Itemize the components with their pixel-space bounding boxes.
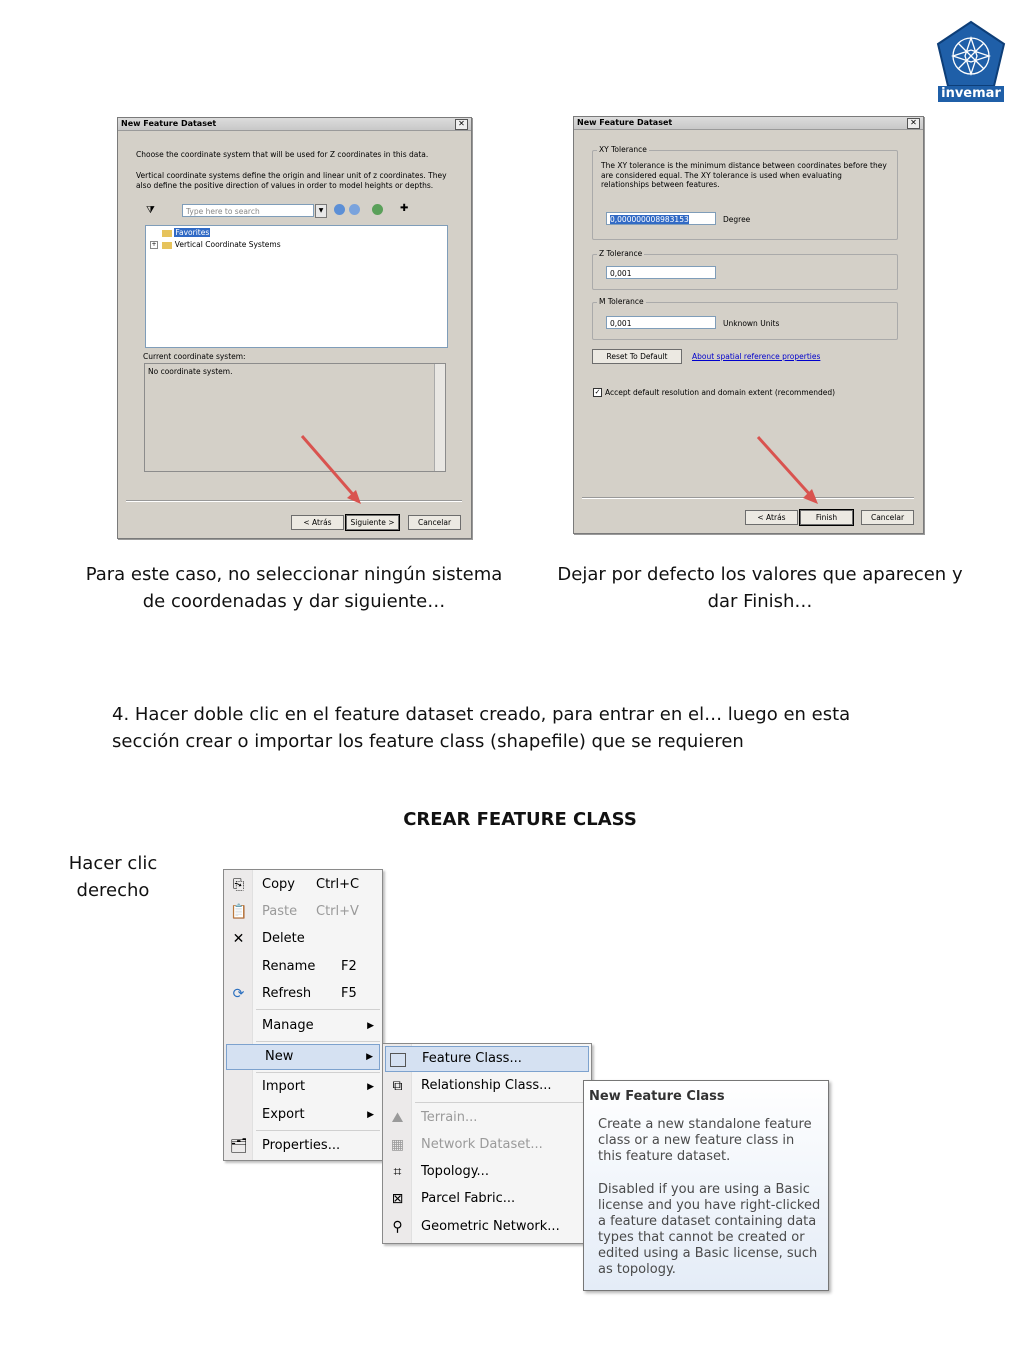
new-submenu [382, 1043, 592, 1244]
close-icon[interactable]: ✕ [455, 119, 468, 130]
folder-icon [162, 230, 172, 237]
current-system-box [144, 363, 446, 472]
menu-item-import[interactable]: Import ▶ [226, 1075, 380, 1099]
divider [582, 497, 914, 499]
menu-item-delete[interactable]: ✕ Delete [226, 927, 380, 951]
menu-item-copy[interactable]: ⎘ Copy Ctrl+C [226, 873, 380, 897]
current-system-value: No coordinate system. [148, 367, 233, 376]
menu-item-paste[interactable]: 📋 Paste Ctrl+V [230, 904, 359, 920]
dropdown-icon[interactable]: ▼ [315, 204, 327, 218]
properties-icon: 🗂 [230, 1138, 248, 1154]
context-menu [223, 869, 383, 1161]
xy-tolerance-input[interactable]: 0,000000008983153 [606, 212, 716, 225]
m-tolerance-group [592, 297, 898, 340]
menu-separator [415, 1102, 589, 1103]
paste-icon: 📋 [230, 904, 248, 920]
submenu-arrow-icon: ▶ [367, 1021, 374, 1031]
caption-left: Para este caso, no seleccionar ningún sistema de coordenadas y dar siguiente… [85, 564, 503, 612]
geometric-network-icon: ⚲ [392, 1219, 403, 1235]
menu-item-refresh[interactable]: ⟳ Refresh F5 [226, 982, 380, 1006]
filter-icon[interactable]: ⧩ [146, 205, 155, 216]
menu-item-properties[interactable]: 🗂 Properties... [230, 1138, 341, 1154]
search-input[interactable]: Type here to search [182, 204, 314, 217]
tooltip-note: Disabled if you are using a Basic license and you have right-clicked a feature dataset containing data types that cannot be created or edited using a Basic license, such as topology. [598, 1182, 821, 1277]
menu-separator [256, 1072, 380, 1073]
submenu-arrow-icon: ▶ [367, 1110, 374, 1120]
tree-item-vertical[interactable]: + Vertical Coordinate Systems [151, 240, 281, 249]
intro-text: Choose the coordinate system that will be used for Z coordinates in this data. [136, 150, 429, 159]
expand-icon[interactable]: + [151, 241, 157, 248]
accept-default-label: Accept default resolution and domain extent (recommended) [605, 388, 836, 397]
submenu-arrow-icon: ▶ [366, 1052, 373, 1062]
divider [126, 500, 462, 502]
reset-to-default-button[interactable]: Reset To Default [592, 349, 682, 364]
next-button[interactable]: Siguiente > [346, 515, 399, 530]
delete-icon: ✕ [232, 931, 245, 947]
dialog-title: New Feature Dataset [577, 118, 673, 127]
menu-item-export[interactable]: Export ▶ [226, 1103, 380, 1127]
caption-right: Dejar por defecto los valores que aparecen y dar Finish… [557, 564, 963, 612]
network-dataset-icon: ▦ [390, 1137, 405, 1153]
m-tolerance-label: M Tolerance [599, 297, 644, 306]
logo [934, 20, 1008, 104]
cancel-button[interactable]: Cancelar [408, 515, 461, 530]
copy-icon: ⎘ [232, 877, 245, 893]
search-icon[interactable] [334, 204, 345, 215]
folder-icon [162, 242, 172, 249]
menu-separator [256, 1041, 380, 1042]
submenu-item-topology[interactable]: ⌗ Topology... [385, 1160, 589, 1184]
zoom-icon[interactable] [349, 204, 360, 215]
accept-default-checkbox[interactable]: ✓ [594, 388, 601, 396]
step-4-instructions: 4. Hacer doble clic en el feature dataset creado, para entrar en el… luego en esta sección crear o importar los feature class (shapefile) que se requieren [112, 704, 851, 752]
globe-icon[interactable] [372, 204, 383, 215]
scrollbar[interactable] [434, 364, 445, 471]
logo-text: invemar [938, 86, 1004, 102]
back-button[interactable]: < Atrás [291, 515, 344, 530]
new-feature-dataset-dialog-right [573, 116, 924, 534]
menu-item-new[interactable]: New ▶ [226, 1044, 380, 1070]
submenu-arrow-icon: ▶ [367, 1082, 374, 1092]
dialog-title: New Feature Dataset [121, 119, 217, 128]
submenu-item-relationship-class[interactable]: ⧉ Relationship Class... [385, 1074, 589, 1098]
m-tolerance-input[interactable]: 0,001 [606, 316, 716, 329]
coordinate-tree[interactable] [145, 225, 448, 348]
tooltip-title: New Feature Class [589, 1089, 725, 1104]
new-feature-dataset-dialog-left [117, 117, 472, 539]
menu-separator [256, 1009, 380, 1010]
red-arrow-icon [296, 432, 366, 507]
xy-description: The XY tolerance is the minimum distance between coordinates before they are considered equal. The XY tolerance is used when evaluating relationships between features. [601, 161, 887, 189]
section-title: CREAR FEATURE CLASS [403, 809, 637, 830]
back-button[interactable]: < Atrás [745, 510, 798, 525]
submenu-item-feature-class[interactable]: Feature Class... [385, 1046, 589, 1072]
submenu-item-geometric-network[interactable]: ⚲ Geometric Network... [385, 1215, 589, 1239]
xy-tolerance-label: XY Tolerance [599, 145, 647, 154]
dialog-title-bar [574, 117, 923, 130]
z-tolerance-label: Z Tolerance [599, 249, 643, 258]
parcel-fabric-icon: ⊠ [391, 1191, 404, 1207]
cancel-button[interactable]: Cancelar [861, 510, 914, 525]
submenu-item-network-dataset[interactable]: ▦ Network Dataset... [390, 1137, 543, 1153]
tree-item-favorites[interactable]: Favorites [162, 228, 210, 238]
red-arrow-icon [754, 433, 824, 508]
menu-separator [256, 1130, 380, 1131]
submenu-item-parcel-fabric[interactable]: ⊠ Parcel Fabric... [385, 1187, 589, 1211]
submenu-item-terrain[interactable]: ⛰ Terrain... [385, 1106, 589, 1130]
z-tolerance-group [592, 249, 898, 290]
close-icon[interactable]: ✕ [907, 118, 920, 129]
right-click-note: Hacer clic derecho [68, 853, 158, 901]
about-spatial-reference-link[interactable]: About spatial reference properties [692, 352, 821, 361]
menu-item-manage[interactable]: Manage ▶ [226, 1014, 380, 1038]
relationship-class-icon: ⧉ [392, 1078, 403, 1094]
finish-button[interactable]: Finish [800, 510, 853, 525]
dialog-title-bar [118, 118, 471, 131]
terrain-icon: ⛰ [391, 1110, 404, 1126]
current-system-label: Current coordinate system: [143, 352, 246, 361]
new-feature-class-tooltip [583, 1080, 829, 1291]
description-text: Vertical coordinate systems define the origin and linear unit of z coordinates. They also define the positive direction of values in order to model heights or depths. [136, 171, 447, 190]
feature-class-icon [390, 1053, 406, 1067]
star-icon[interactable]: ✚ [400, 203, 409, 214]
xy-tolerance-group [592, 145, 898, 240]
z-tolerance-input[interactable]: 0,001 [606, 266, 716, 279]
xy-unit: Degree [723, 215, 751, 224]
menu-item-rename[interactable]: Rename F2 [262, 959, 357, 974]
topology-icon: ⌗ [393, 1164, 402, 1180]
tooltip-description: Create a new standalone feature class or a new feature class in this feature dataset. [598, 1117, 812, 1164]
refresh-icon: ⟳ [232, 986, 245, 1002]
m-unit: Unknown Units [723, 319, 780, 328]
